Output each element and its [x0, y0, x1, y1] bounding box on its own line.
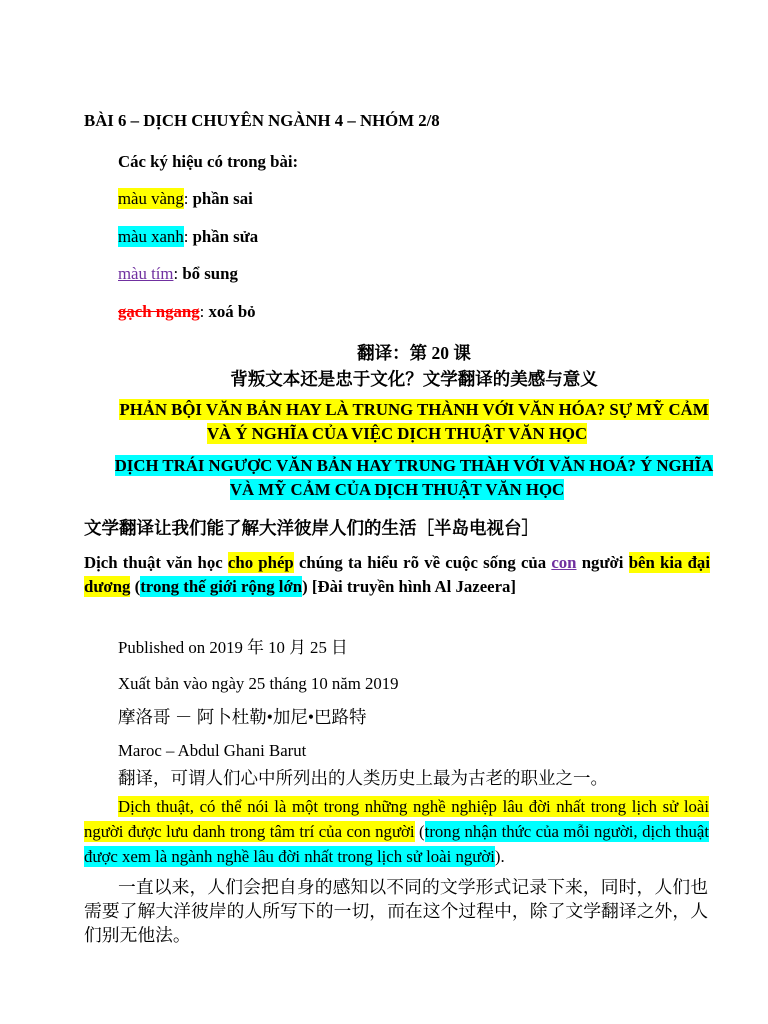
- subtitle-wrong-part: bên kia đại: [628, 553, 710, 572]
- paragraph1-vi-line: [84, 845, 505, 869]
- subtitle-corrected-part: trong thế giới rộng lớn: [140, 577, 303, 596]
- article-subtitle-vi-line: [84, 551, 710, 575]
- subtitle-added-part: con: [551, 553, 577, 572]
- paragraph1-text: (: [414, 822, 425, 841]
- lesson-title-vi-original-text: PHẢN BỘI VĂN BẢN HAY LÀ TRUNG THÀNH VỚI VĂN HÓA? SỰ MỸ CẢM: [119, 400, 709, 419]
- legend-key-purple-underline: màu tím: [118, 264, 174, 283]
- subtitle-text: người: [576, 553, 629, 572]
- legend-item-strikethrough: [118, 300, 256, 324]
- subtitle-text: Dịch thuật văn học: [84, 553, 228, 572]
- lesson-title-vi-corrected-line: [84, 454, 744, 478]
- lesson-title-vi-original-line: [84, 422, 710, 446]
- author-vi: Maroc – Abdul Ghani Barut: [118, 741, 307, 760]
- document-title: BÀI 6 – DỊCH CHUYÊN NGÀNH 4 – NHÓM 2/8: [84, 111, 440, 130]
- published-date-vi: Xuất bản vào ngày 25 tháng 10 năm 2019: [118, 674, 399, 693]
- paragraph1-vi-line: [84, 820, 709, 844]
- paragraph2-zh-line: 需要了解大洋彼岸的人所写下的一切，而在这个过程中，除了文学翻译之外，人: [84, 901, 708, 921]
- lesson-title-vi-corrected-text: VÀ MỸ CẢM CỦA DỊCH THUẬT VĂN HỌC: [229, 480, 565, 499]
- subtitle-wrong-part: cho phép: [227, 553, 294, 572]
- subtitle-text: ) [Đài truyền hình Al Jazeera]: [302, 577, 517, 596]
- legend-key-cyan-highlight: màu xanh: [118, 227, 184, 246]
- paragraph1-wrong-part: người được lưu danh trong tâm trí của con người: [84, 822, 415, 841]
- legend-key-red-strikethrough: gạch ngang: [118, 302, 200, 321]
- subtitle-text: (: [130, 577, 141, 596]
- legend-separator: :: [183, 189, 193, 208]
- lesson-title-vi-corrected-line: [84, 478, 710, 502]
- paragraph1-corrected-part: trong nhận thức của mỗi người, dịch thuật: [424, 822, 709, 841]
- lesson-title-zh: 背叛文本还是忠于文化？文学翻译的美感与意义: [230, 369, 598, 389]
- paragraph1-text: ).: [494, 847, 505, 866]
- article-subtitle-zh: 文学翻译让我们能了解大洋彼岸人们的生活［半岛电视台］: [84, 518, 539, 538]
- published-date-line: Published on 2019 年 10 月 25 日: [118, 638, 348, 657]
- subtitle-text: chúng ta hiểu rõ về cuộc sống của: [293, 553, 552, 572]
- legend-item-purple: [118, 262, 238, 286]
- subtitle-wrong-part: dương: [84, 577, 131, 596]
- legend-separator: :: [173, 264, 183, 283]
- paragraph2-zh-line: 们别无他法。: [84, 925, 191, 945]
- article-subtitle-vi-line: [84, 575, 516, 599]
- legend-item-yellow: [118, 187, 253, 211]
- legend-separator: :: [183, 227, 193, 246]
- lesson-title-vi-original-line: [84, 398, 744, 422]
- paragraph1-corrected-part: được xem là ngành nghề lâu đời nhất trong lịch sử loài người: [84, 847, 495, 866]
- legend-meaning-deletion: xoá bỏ: [208, 302, 256, 321]
- lesson-title-vi-original-text: VÀ Ý NGHĨA CỦA VIỆC DỊCH THUẬT VĂN HỌC: [206, 424, 588, 443]
- legend-meaning-corrected: phần sửa: [192, 227, 259, 246]
- lesson-title-vi-corrected-text: DỊCH TRÁI NGƯỢC VĂN BẢN HAY TRUNG THÀH VỚI VĂN HOÁ? Ý NGHĨA: [114, 456, 714, 475]
- legend-heading: Các ký hiệu có trong bài:: [118, 152, 299, 171]
- paragraph2-zh-line: 一直以来，人们会把自身的感知以不同的文学形式记录下来，同时，人们也: [118, 877, 708, 897]
- paragraph1-wrong-part: Dịch thuật, có thể nói là một trong những nghề nghiệp lâu đời nhất trong lịch sử loài: [118, 797, 709, 816]
- paragraph1-vi-line: [118, 795, 709, 819]
- legend-meaning-wrong: phần sai: [192, 189, 253, 208]
- author-zh: 摩洛哥 － 阿卜杜勒•加尼•巴路特: [118, 707, 367, 727]
- legend-key-yellow-highlight: màu vàng: [118, 189, 184, 208]
- paragraph1-zh: 翻译，可谓人们心中所列出的人类历史上最为古老的职业之一。: [118, 768, 608, 788]
- legend-meaning-addition: bổ sung: [182, 264, 238, 283]
- legend-separator: :: [199, 302, 209, 321]
- lesson-number: 翻译：第 20 课: [357, 343, 471, 363]
- legend-item-cyan: [118, 225, 258, 249]
